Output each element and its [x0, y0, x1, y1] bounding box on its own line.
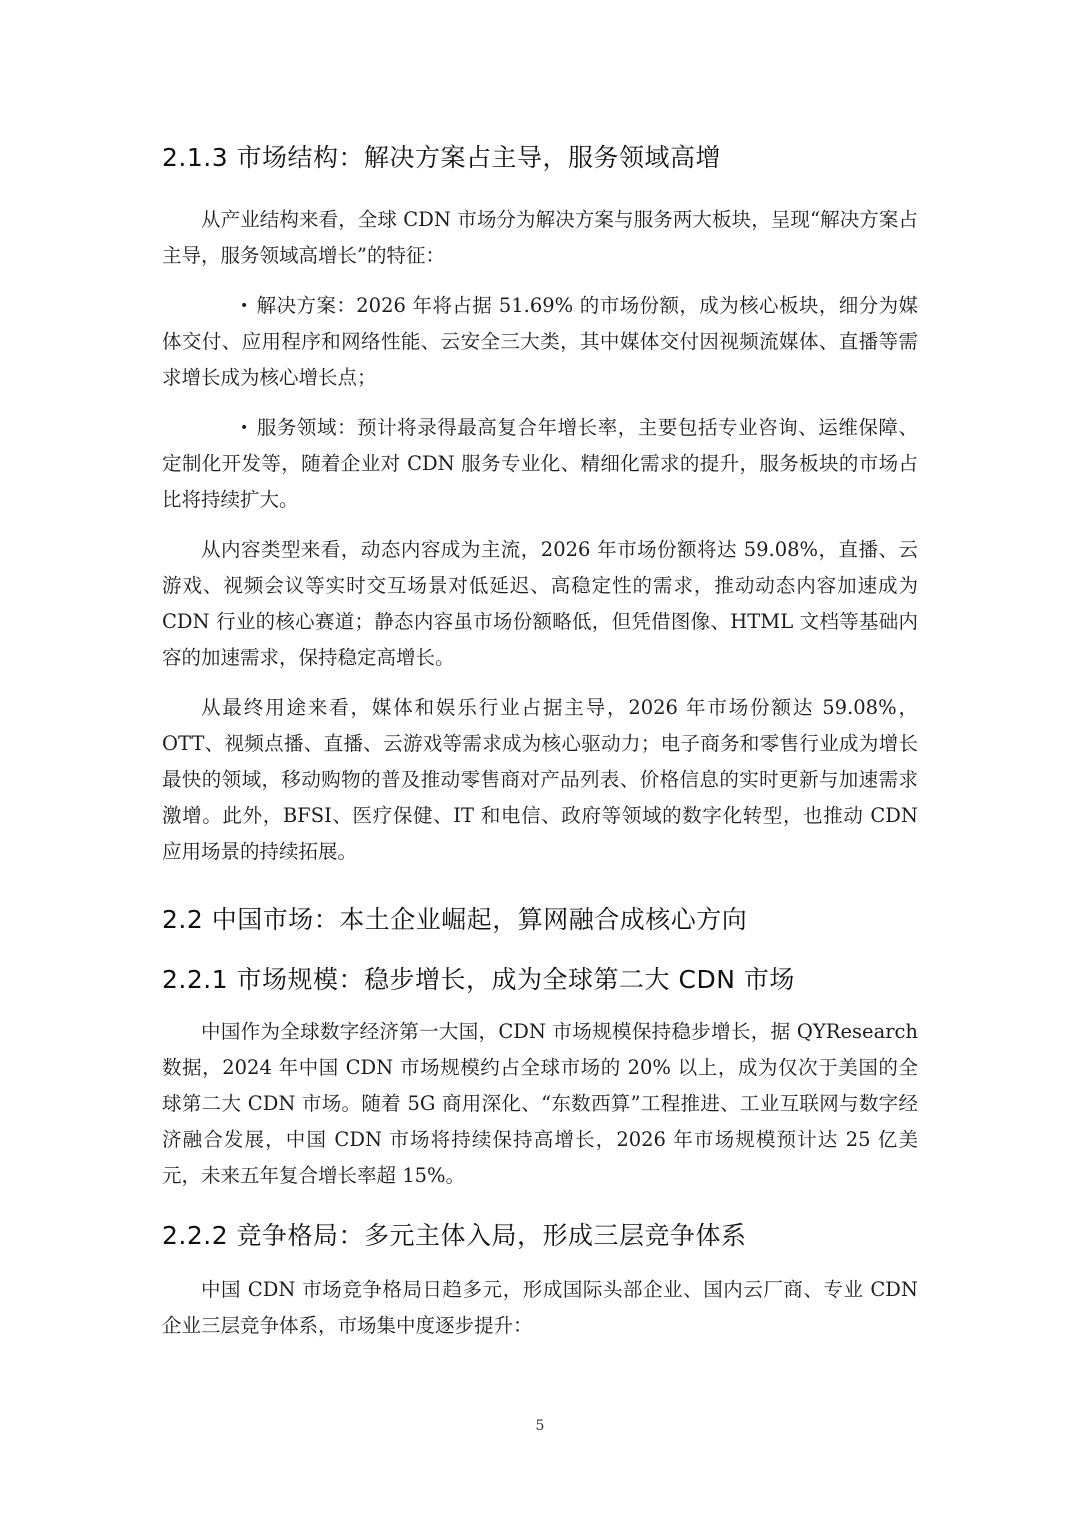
- paragraph-industry-structure: 从产业结构来看，全球 CDN 市场分为解决方案与服务两大板块，呈现“解决方案占主导，服务领域高增长”的特征：: [162, 208, 918, 267]
- paragraph-competition: 中国 CDN 市场竞争格局日趋多元，形成国际头部企业、国内云厂商、专业 CDN 企业三层竞争体系，市场集中度逐步提升：: [162, 1278, 918, 1337]
- heading-2-2-1: 2.2.1 市场规模：稳步增长，成为全球第二大 CDN 市场: [162, 965, 795, 994]
- heading-2-1-3: 2.1.3 市场结构：解决方案占主导，服务领域高增: [162, 143, 722, 172]
- bullet-solutions: [162, 288, 918, 396]
- heading-2-2: 2.2 中国市场：本土企业崛起，算网融合成核心方向: [162, 905, 748, 934]
- paragraph-market-size: 中国作为全球数字经济第一大国，CDN 市场规模保持稳步增长，据 QYResearch 数据，2024 年中国 CDN 市场规模约占全球市场的 20% 以上，成为仅次于美国的全球第二大 CDN 市场。随着 5G 商用深化、“东数西算”工程推进、工业互联网与数字经济融合发展，中国 CDN 市场将持续保持高增长，2026 年市场规模预计达 25 亿美元，未来五年复合增长率超 15%。: [162, 1020, 918, 1187]
- bullet-dot-icon: •: [240, 298, 249, 314]
- document-page: [162, 138, 918, 1358]
- bullet-services-text: 服务领域：预计将录得最高复合年增长率，主要包括专业咨询、运维保障、定制化开发等，随着企业对 CDN 服务专业化、精细化需求的提升，服务板块的市场占比将持续扩大。: [162, 416, 918, 511]
- heading-2-2-2: 2.2.2 竞争格局：多元主体入局，形成三层竞争体系: [162, 1221, 747, 1250]
- bullet-dot-icon: •: [240, 420, 249, 436]
- bullet-services: [162, 410, 918, 518]
- paragraph-end-use: 从最终用途来看，媒体和娱乐行业占据主导，2026 年市场份额达 59.08%，OTT、视频点播、直播、云游戏等需求成为核心驱动力；电子商务和零售行业成为增长最快的领域，移动购物的普及推动零售商对产品列表、价格信息的实时更新与加速需求激增。此外，BFSI、医疗保健、IT 和电信、政府等领域的数字化转型，也推动 CDN 应用场景的持续拓展。: [162, 696, 918, 863]
- bullet-solutions-text: 解决方案：2026 年将占据 51.69% 的市场份额，成为核心板块，细分为媒体交付、应用程序和网络性能、云安全三大类，其中媒体交付因视频流媒体、直播等需求增长成为核心增长点；: [162, 294, 918, 389]
- paragraph-content-type: 从内容类型来看，动态内容成为主流，2026 年市场份额将达 59.08%，直播、云游戏、视频会议等实时交互场景对低延迟、高稳定性的需求，推动动态内容加速成为 CDN 行业的核心赛道；静态内容虽市场份额略低，但凭借图像、HTML 文档等基础内容的加速需求，保持稳定高增长。: [162, 538, 918, 669]
- page-number: 5: [535, 1418, 545, 1434]
